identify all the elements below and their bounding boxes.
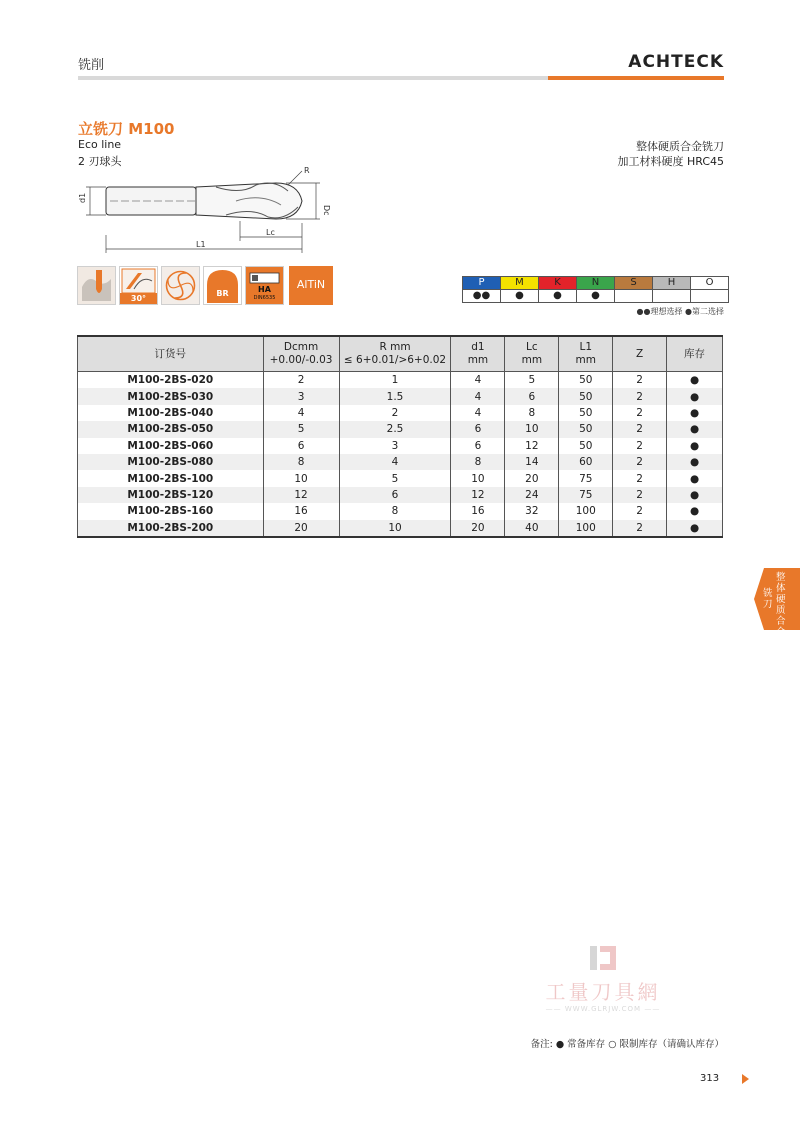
material-cell-k: K [539, 277, 577, 290]
table-cell: 16 [263, 503, 339, 519]
material-legend: ●●理想选择 ●第二选择 [636, 307, 724, 316]
header-l1: L1 mm [559, 336, 613, 372]
table-cell: 6 [451, 438, 505, 454]
material-cell-s: S [615, 277, 653, 290]
header-r: R mm ≤ 6+0.01/>6+0.02 [339, 336, 451, 372]
table-cell: 4 [263, 405, 339, 421]
table-row [78, 405, 723, 421]
table-cell: 2 [263, 372, 339, 389]
table-cell: 2 [339, 405, 451, 421]
table-cell: 100 [559, 503, 613, 519]
table-row [78, 470, 723, 486]
table-cell: 10 [339, 520, 451, 537]
order-number-cell: M100-2BS-160 [78, 503, 264, 519]
table-cell: 6 [263, 438, 339, 454]
table-cell: ● [667, 503, 723, 519]
section-label: 铣削 [78, 58, 105, 73]
table-cell: ● [667, 470, 723, 486]
table-cell: 1 [339, 372, 451, 389]
product-line: Eco line [78, 138, 122, 151]
table-cell: ● [667, 372, 723, 389]
stock-note: 备注: ● 常备库存 ○ 限制库存（请确认库存） [530, 1039, 724, 1050]
material-cell-o: O [691, 277, 729, 290]
material-mark: ● [577, 290, 615, 303]
table-row [78, 372, 723, 389]
table-cell: 2 [613, 421, 667, 437]
side-tab-label-1: 整体硬质合金 [776, 572, 786, 638]
header-lc: Lc mm [505, 336, 559, 372]
tool-category: 整体硬质合金铣刀 [636, 140, 724, 153]
table-cell: 50 [559, 405, 613, 421]
material-mark [653, 290, 691, 303]
table-cell: 2 [613, 470, 667, 486]
table-cell: 6 [451, 421, 505, 437]
end-mill-outline [106, 183, 302, 219]
table-cell: 50 [559, 421, 613, 437]
table-cell: 50 [559, 438, 613, 454]
table-cell: 5 [505, 372, 559, 389]
table-cell: 75 [559, 487, 613, 503]
order-number-cell: M100-2BS-060 [78, 438, 264, 454]
table-cell: 50 [559, 388, 613, 404]
dim-label-lc: Lc [266, 228, 275, 237]
table-cell: 20 [451, 520, 505, 537]
table-cell: 2 [613, 372, 667, 389]
material-mark [615, 290, 653, 303]
shank-type-icon [245, 266, 284, 305]
table-cell: 16 [451, 503, 505, 519]
material-cell-n: N [577, 277, 615, 290]
tool-drawing [76, 165, 336, 257]
table-cell: 6 [505, 388, 559, 404]
table-cell: 60 [559, 454, 613, 470]
order-number-cell: M100-2BS-030 [78, 388, 264, 404]
watermark-name: 工量刀具網 [545, 980, 661, 1004]
material-mark: ●● [463, 290, 501, 303]
material-hardness: 加工材料硬度 HRC45 [617, 155, 724, 168]
two-flute-cross-section-icon [161, 266, 200, 305]
order-number-cell: M100-2BS-050 [78, 421, 264, 437]
table-row [78, 503, 723, 519]
coating-label: AlTiN [296, 278, 326, 291]
table-cell: 20 [505, 470, 559, 486]
table-cell: 2 [613, 487, 667, 503]
spec-header-row [78, 336, 723, 372]
header-stock: 库存 [667, 336, 723, 372]
brand-logo: ACHTECK [628, 52, 724, 72]
shank-type-label: HA [258, 285, 271, 294]
table-cell: 24 [505, 487, 559, 503]
table-cell: 10 [263, 470, 339, 486]
header-rule [78, 76, 548, 80]
table-cell: 10 [451, 470, 505, 486]
table-cell: 5 [263, 421, 339, 437]
table-cell: 20 [263, 520, 339, 537]
table-cell: ● [667, 421, 723, 437]
table-cell: ● [667, 405, 723, 421]
header-z: Z [613, 336, 667, 372]
header-dc: Dcmm +0.00/-0.03 [263, 336, 339, 372]
table-cell: 2 [613, 503, 667, 519]
table-cell: 14 [505, 454, 559, 470]
ball-radius-label: BR [216, 289, 229, 298]
table-cell: 12 [505, 438, 559, 454]
header-rule-accent [548, 76, 724, 80]
table-cell: ● [667, 520, 723, 537]
ball-radius-icon [203, 266, 242, 305]
table-row [78, 388, 723, 404]
order-number-cell: M100-2BS-080 [78, 454, 264, 470]
table-row [78, 487, 723, 503]
table-cell: 4 [339, 454, 451, 470]
table-cell: 10 [505, 421, 559, 437]
watermark-url: —— WWW.GLRJW.COM —— [545, 1005, 661, 1013]
table-cell: 1.5 [339, 388, 451, 404]
table-cell: 3 [263, 388, 339, 404]
table-cell: 3 [339, 438, 451, 454]
material-mark [691, 290, 729, 303]
material-cell-m: M [501, 277, 539, 290]
spec-table [77, 335, 723, 538]
table-cell: 4 [451, 388, 505, 404]
table-cell: ● [667, 454, 723, 470]
table-cell: 5 [339, 470, 451, 486]
shank-standard-label: DIN6535 [253, 295, 276, 301]
material-mark: ● [501, 290, 539, 303]
dim-label-r: R [304, 166, 310, 175]
table-cell: ● [667, 388, 723, 404]
helix-angle-label: 30° [130, 294, 147, 303]
order-number-cell: M100-2BS-120 [78, 487, 264, 503]
product-type: 2 刃球头 [78, 155, 122, 168]
table-cell: 2.5 [339, 421, 451, 437]
table-cell: 50 [559, 372, 613, 389]
order-number-cell: M100-2BS-040 [78, 405, 264, 421]
table-cell: 100 [559, 520, 613, 537]
side-tab-label-2: 铣刀 [763, 588, 773, 610]
table-cell: 8 [505, 405, 559, 421]
material-cell-p: P [463, 277, 501, 290]
watermark-logo-icon [588, 944, 618, 972]
table-cell: 40 [505, 520, 559, 537]
table-cell: 8 [451, 454, 505, 470]
table-cell: 2 [613, 454, 667, 470]
material-mark: ● [539, 290, 577, 303]
table-cell: 4 [451, 405, 505, 421]
table-cell: 6 [339, 487, 451, 503]
watermark [538, 944, 668, 1013]
table-cell: 4 [451, 372, 505, 389]
table-row [78, 421, 723, 437]
material-cell-h: H [653, 277, 691, 290]
table-row [78, 438, 723, 454]
header-d1: d1 mm [451, 336, 505, 372]
dim-label-d1: d1 [78, 192, 87, 203]
helix-angle-icon [119, 266, 158, 305]
table-cell: 12 [451, 487, 505, 503]
order-number-cell: M100-2BS-100 [78, 470, 264, 486]
table-cell: 2 [613, 520, 667, 537]
order-number-cell: M100-2BS-200 [78, 520, 264, 537]
table-cell: 2 [613, 405, 667, 421]
header-order-no: 订货号 [78, 336, 264, 372]
order-number-cell: M100-2BS-020 [78, 372, 264, 389]
table-cell: ● [667, 438, 723, 454]
table-cell: 2 [613, 388, 667, 404]
next-page-arrow-icon [742, 1074, 749, 1084]
table-cell: 2 [613, 438, 667, 454]
table-cell: 12 [263, 487, 339, 503]
material-suitability-table [462, 276, 729, 303]
table-cell: 8 [263, 454, 339, 470]
table-row [78, 520, 723, 537]
dim-label-dc: Dc [322, 205, 331, 216]
table-cell: 32 [505, 503, 559, 519]
table-row [78, 454, 723, 470]
dim-label-l1: L1 [196, 240, 206, 249]
table-cell: 75 [559, 470, 613, 486]
page-number: 313 [700, 1073, 720, 1084]
table-cell: 8 [339, 503, 451, 519]
coating-badge [289, 266, 333, 305]
product-title: 立铣刀 M100 [78, 120, 175, 138]
ball-nose-profile-icon [77, 266, 116, 305]
table-cell: ● [667, 487, 723, 503]
